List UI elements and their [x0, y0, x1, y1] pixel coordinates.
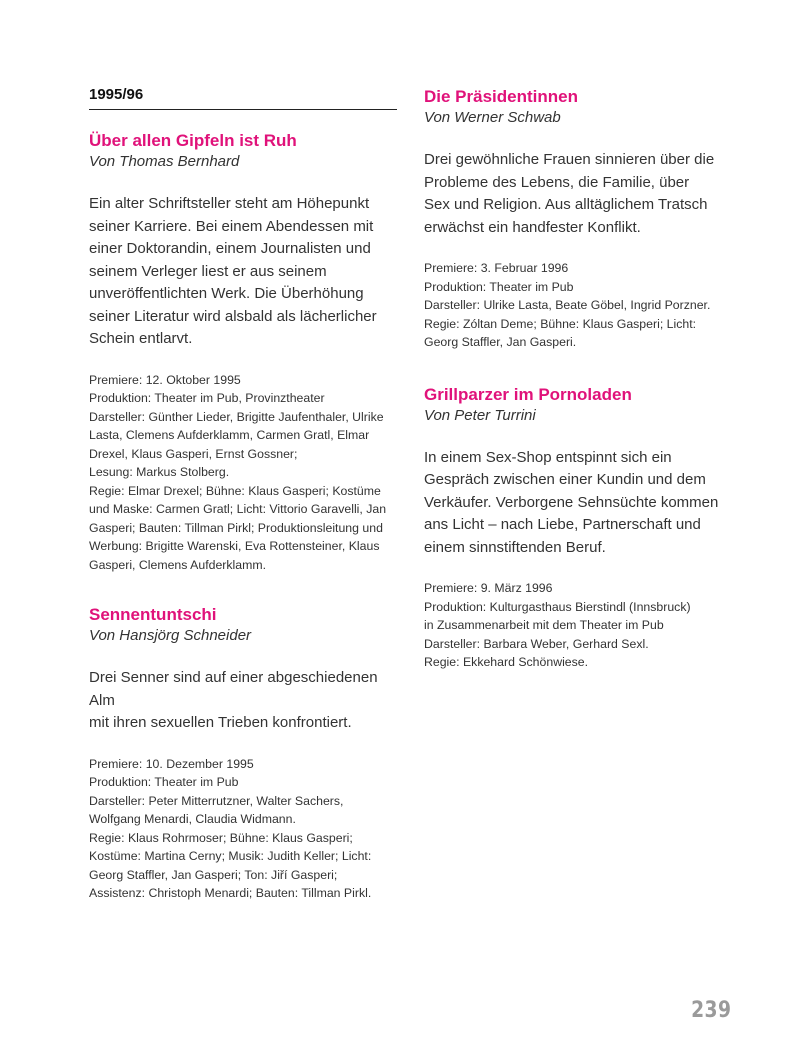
credit-line: Georg Staffler, Jan Gasperi. — [424, 335, 577, 349]
description-line: Ein alter Schriftsteller steht am Höhepunkt — [89, 195, 370, 212]
play-author: Von Hansjörg Schneider — [89, 627, 252, 644]
play-credits — [89, 755, 397, 903]
description-line: einem sinnstiftenden Beruf. — [424, 538, 606, 556]
play-title: Die Präsidentinnen — [424, 87, 578, 106]
description-line: Schein entlarvt. — [89, 330, 193, 347]
play-author: Von Thomas Bernhard — [89, 153, 240, 170]
description-line: Drei gewöhnliche Frauen sinnieren über die — [424, 151, 715, 168]
page-number: 239 — [690, 998, 731, 1023]
play-description — [424, 149, 734, 239]
season-heading: 1995/96 — [89, 86, 397, 110]
description-line: Probleme des Lebens, die Familie, über — [424, 173, 690, 191]
play-description — [89, 193, 397, 351]
description-line: seiner Literatur wird alsbald als lächerlicher — [89, 307, 377, 325]
credit-line: Darsteller: Ulrike Lasta, Beate Göbel, Ingrid Porzner. — [424, 298, 711, 312]
credit-line: Lasta, Clemens Aufderklamm, Carmen Gratl, Elmar — [89, 428, 370, 442]
play-credits — [89, 371, 397, 575]
spacer — [89, 574, 397, 604]
play-title: Über allen Gipfeln ist Ruh — [89, 131, 297, 150]
play-title: Grillparzer im Pornoladen — [424, 384, 632, 404]
credit-line: Produktion: Theater im Pub, Provinztheater — [89, 391, 325, 405]
credit-line: Gasperi, Clemens Aufderklamm. — [89, 557, 267, 572]
play-credits — [424, 259, 734, 352]
description-line: erwächst ein handfester Konflikt. — [424, 218, 641, 236]
play-description — [89, 667, 397, 735]
credit-line: Wolfgang Menardi, Claudia Widmann. — [89, 812, 296, 826]
play-title: Sennentuntschi — [89, 605, 217, 624]
credit-line: Werbung: Brigitte Warenski, Eva Rottensteiner, Klaus — [89, 539, 380, 553]
play-description — [424, 447, 734, 560]
credit-line: Gasperi; Bauten: Tillman Pirkl; Produktionsleitung und — [89, 520, 383, 535]
credit-line: Drexel, Klaus Gasperi, Ernst Gossner; — [89, 446, 298, 461]
play-entry-grillparzer — [424, 384, 734, 672]
credit-line: Lesung: Markus Stolberg. — [89, 465, 230, 479]
credit-line: Darsteller: Peter Mitterrutzner, Walter Sachers, — [89, 793, 344, 808]
credit-line: Produktion: Theater im Pub — [424, 279, 574, 294]
credit-line: Regie: Elmar Drexel; Bühne: Klaus Gasperi; Kostüme — [89, 483, 381, 498]
play-author: Von Werner Schwab — [424, 109, 561, 126]
play-author: Von Peter Turrini — [424, 406, 536, 424]
left-column — [89, 86, 397, 903]
description-line: seiner Karriere. Bei einem Abendessen mit — [89, 217, 374, 235]
description-line: Drei Senner sind auf einer abgeschiedenen Alm — [89, 669, 378, 709]
description-line: unveröffentlichten Werk. Die Überhöhung — [89, 285, 364, 302]
description-line: In einem Sex-Shop entspinnt sich ein — [424, 448, 672, 466]
right-column — [424, 86, 734, 672]
description-line: Verkäufer. Verborgene Sehnsüchte kommen — [424, 493, 719, 511]
credit-line: Premiere: 9. März 1996 — [424, 581, 553, 595]
credit-line: in Zusammenarbeit mit dem Theater im Pub — [424, 618, 664, 632]
credit-line: Kostüme: Martina Cerny; Musik: Judith Keller; Licht: — [89, 849, 372, 863]
credit-line: Georg Staffler, Jan Gasperi; Ton: Jiří Gasperi; — [89, 867, 338, 882]
credit-line: Premiere: 12. Oktober 1995 — [89, 372, 241, 387]
play-entry-ueber-allen-gipfeln — [89, 130, 397, 574]
credit-line: Assistenz: Christoph Menardi; Bauten: Tillman Pirkl. — [89, 886, 372, 900]
credit-line: Produktion: Theater im Pub — [89, 775, 239, 789]
credit-line: Regie: Zóltan Deme; Bühne: Klaus Gasperi; Licht: — [424, 316, 697, 331]
description-line: einer Doktorandin, einem Journalisten und — [89, 240, 371, 257]
description-line: seinem Verleger liest er aus seinem — [89, 262, 327, 280]
description-line: Sex und Religion. Aus alltäglichem Tratsch — [424, 196, 708, 213]
play-entry-sennentuntschi — [89, 604, 397, 903]
credit-line: Premiere: 3. Februar 1996 — [424, 261, 569, 275]
description-line: ans Licht – nach Liebe, Partnerschaft und — [424, 516, 701, 533]
credit-line: Darsteller: Barbara Weber, Gerhard Sexl. — [424, 636, 649, 651]
credit-line: und Maske: Carmen Gratl; Licht: Vittorio Garavelli, Jan — [89, 502, 387, 516]
credit-line: Regie: Klaus Rohrmoser; Bühne: Klaus Gasperi; — [89, 830, 353, 845]
credit-line: Premiere: 10. Dezember 1995 — [89, 756, 254, 771]
play-entry-die-praesidentinnen — [424, 86, 734, 352]
credit-line: Produktion: Kulturgasthaus Bierstindl (Innsbruck) — [424, 599, 691, 614]
credit-line: Regie: Ekkehard Schönwiese. — [424, 655, 589, 669]
credit-line: Darsteller: Günther Lieder, Brigitte Jaufenthaler, Ulrike — [89, 409, 384, 424]
description-line: Gespräch zwischen einer Kundin und dem — [424, 471, 706, 488]
description-line: mit ihren sexuellen Trieben konfrontiert. — [89, 714, 352, 731]
play-credits — [424, 579, 734, 672]
spacer — [424, 352, 734, 384]
